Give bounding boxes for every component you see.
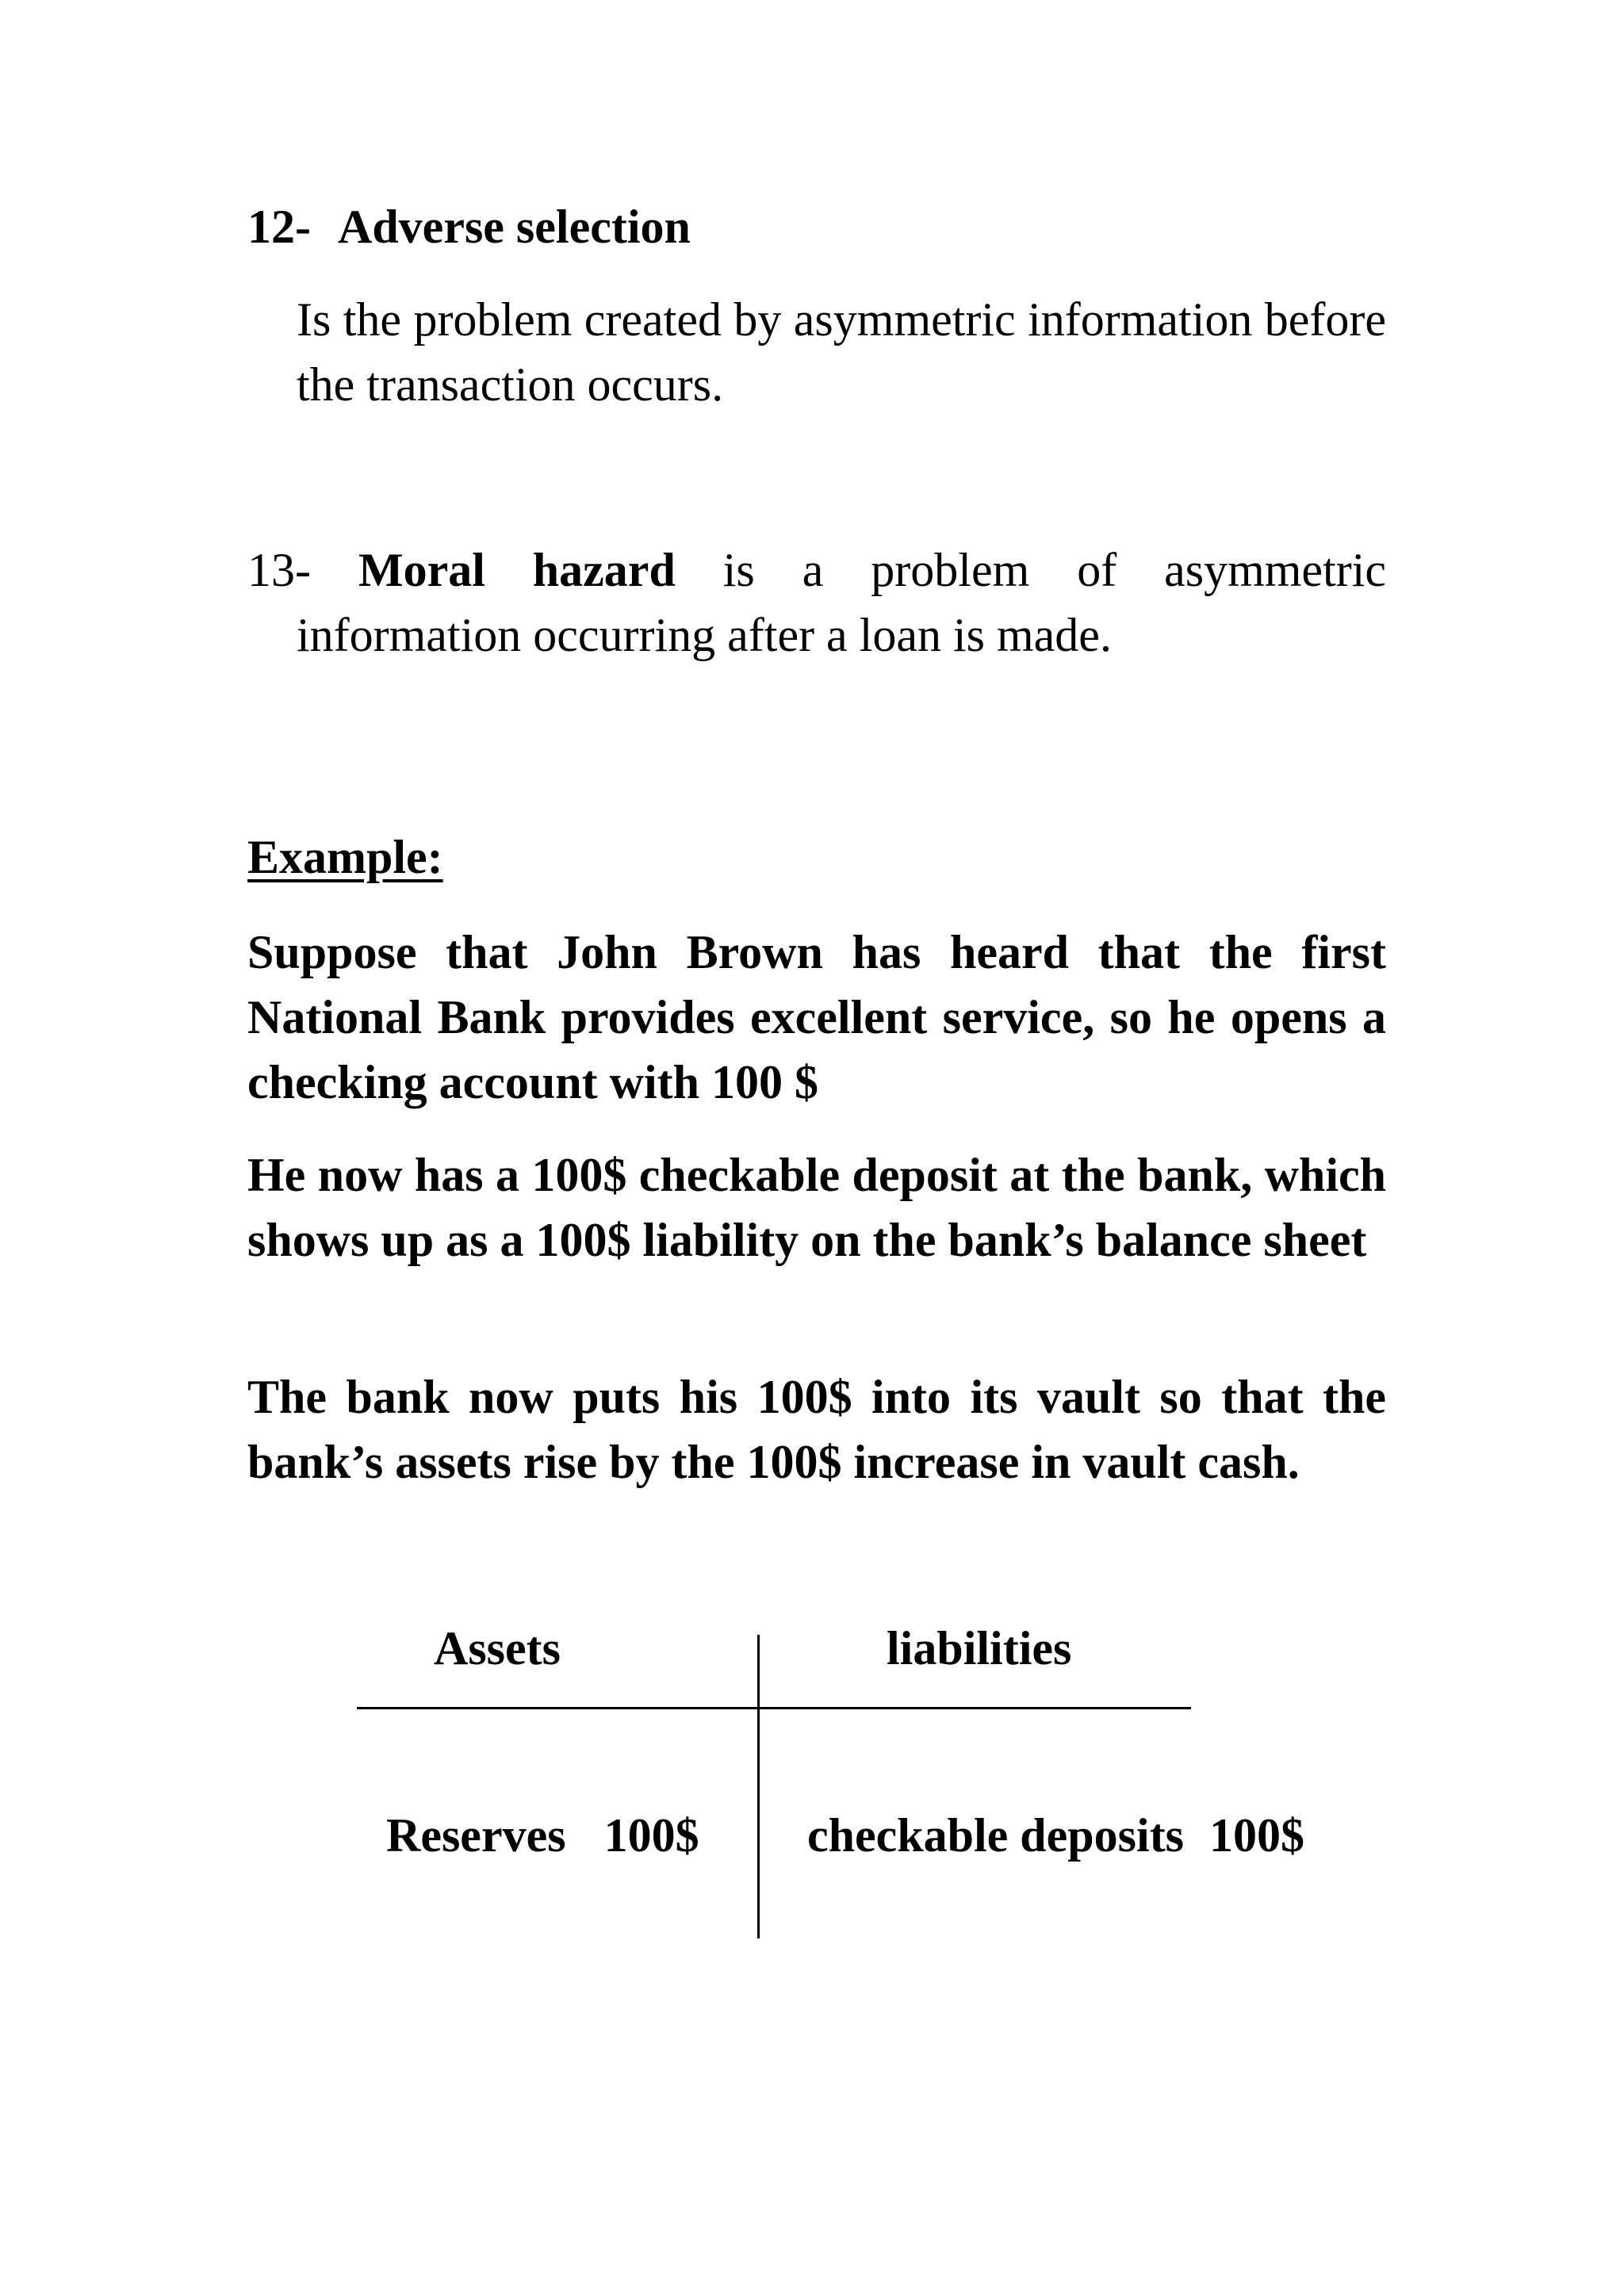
example-title: Example: xyxy=(247,831,443,883)
liabilities-item-value: 100$ xyxy=(1209,1809,1305,1862)
example-paragraph-1: Suppose that John Brown has heard that the first National Bank provides excellent service, so he opens a checking account with 100 $ xyxy=(247,926,1386,1108)
t-account-liabilities-entry xyxy=(807,1808,1304,1863)
section-12-definition: Is the problem created by asymmetric information before the transaction occurs. xyxy=(297,293,1386,411)
t-account-assets-header: Assets xyxy=(434,1622,561,1674)
t-account-assets-entry xyxy=(386,1808,699,1863)
section-13-term: Moral hazard xyxy=(358,544,676,596)
t-account-horizontal-rule xyxy=(357,1707,1191,1709)
section-13-number: 13- xyxy=(247,544,311,596)
assets-item-value: 100$ xyxy=(603,1809,699,1862)
section-13-definition-start: is a problem of asymmetric xyxy=(722,544,1387,596)
assets-item-label: Reserves xyxy=(386,1809,566,1862)
example-paragraph-2: He now has a 100$ checkable deposit at the bank, which shows up as a 100$ liability on the bank’s balance sheet xyxy=(247,1149,1386,1266)
section-13-line-2: information occurring after a loan is made. xyxy=(297,609,1112,661)
section-12-number: 12- xyxy=(247,201,311,253)
t-account-liabilities-header: liabilities xyxy=(887,1622,1072,1674)
section-12-title: Adverse selection xyxy=(337,201,691,253)
liabilities-item-label: checkable deposits xyxy=(807,1809,1185,1862)
example-paragraph-3: The bank now puts his 100$ into its vault so that the bank’s assets rise by the 100$ increase in vault cash. xyxy=(247,1371,1386,1488)
t-account-vertical-rule xyxy=(757,1635,760,1938)
